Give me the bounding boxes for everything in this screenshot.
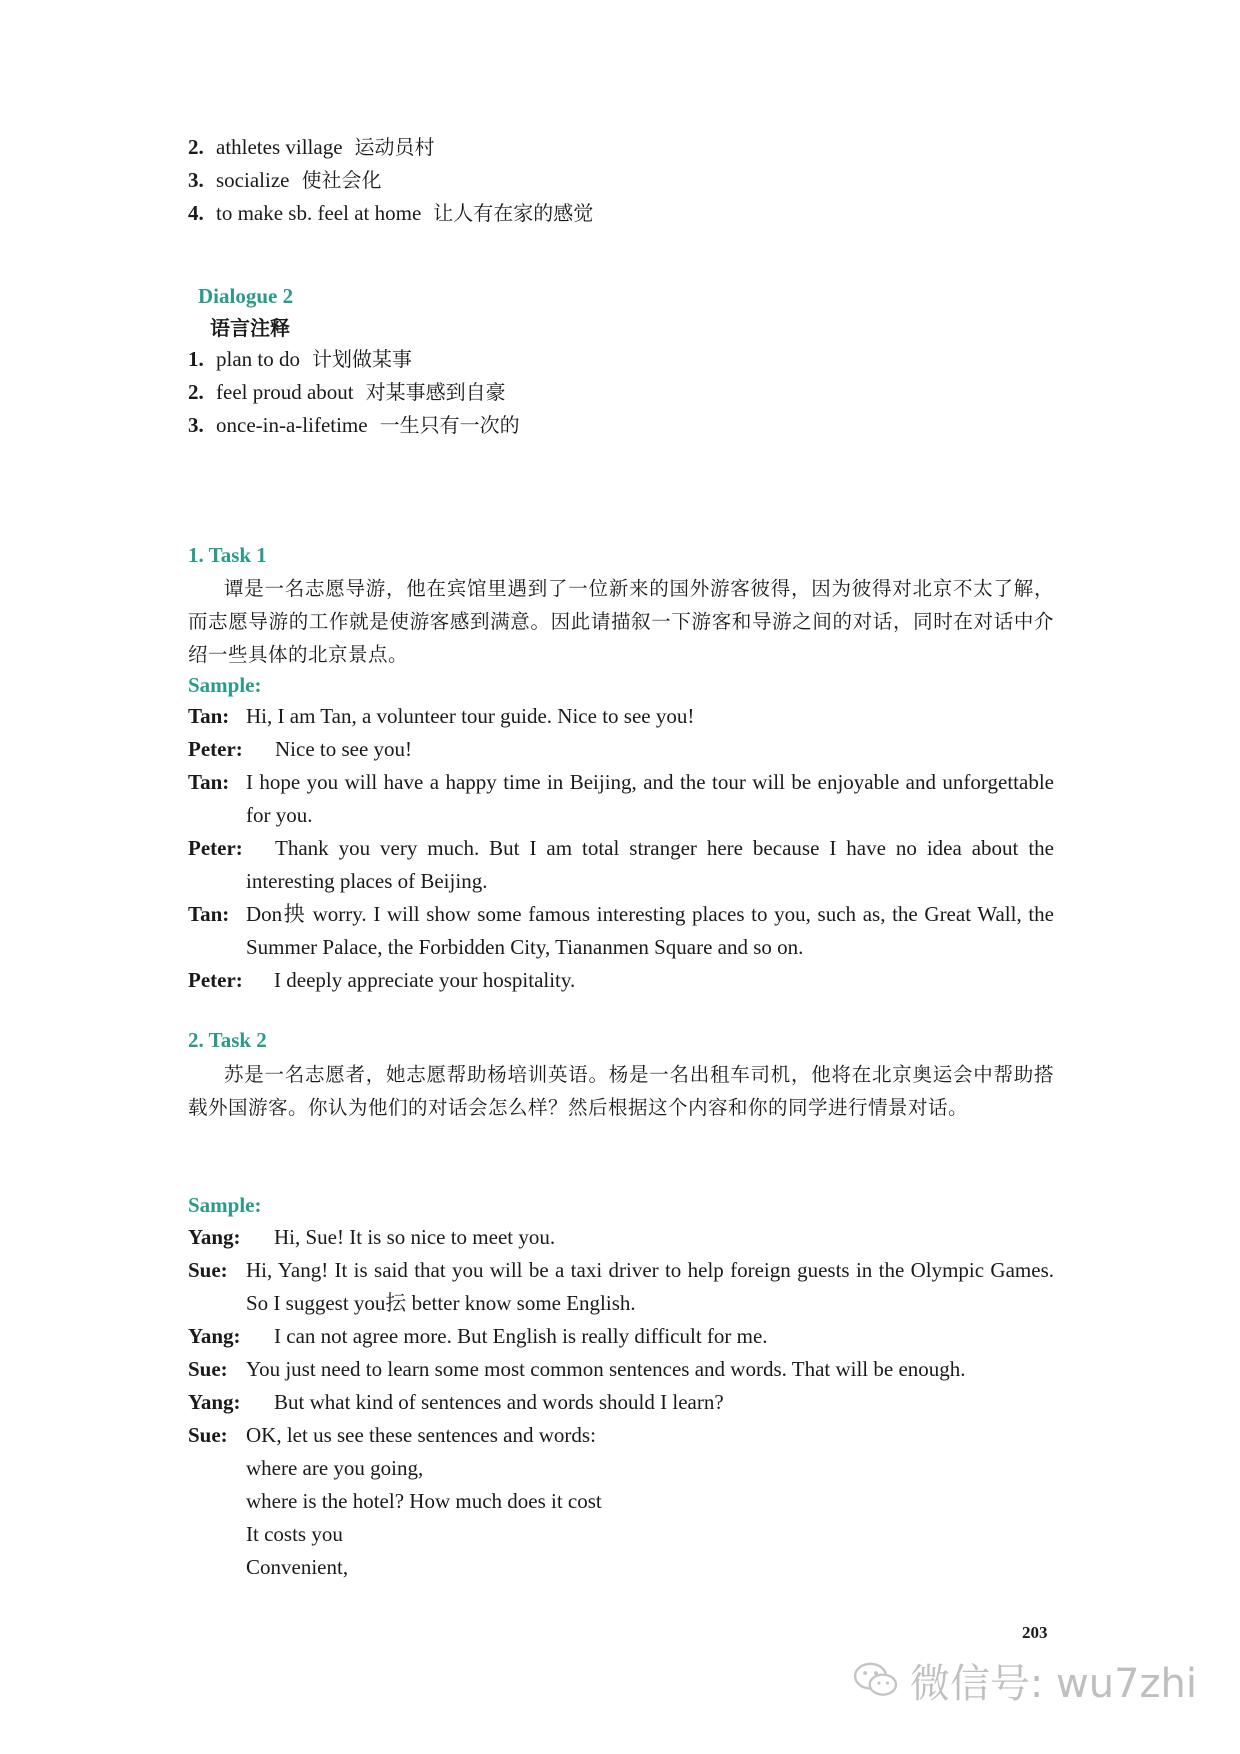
speaker-label: Yang: bbox=[188, 1225, 241, 1249]
wechat-icon bbox=[852, 1655, 900, 1705]
list-item bbox=[188, 131, 593, 164]
note-chinese: 一生只有一次的 bbox=[379, 413, 520, 437]
dialogue2-subtitle: 语言注释 bbox=[210, 316, 290, 340]
item-number: 1. bbox=[188, 347, 204, 371]
watermark-text: 微信号: wu7zhi bbox=[909, 1660, 1197, 1707]
dialogue-line bbox=[188, 1419, 1054, 1452]
speaker-label: Yang: bbox=[188, 1324, 241, 1348]
watermark bbox=[852, 1652, 1197, 1708]
speaker-label: Tan: bbox=[188, 704, 230, 728]
task1-title: 1. Task 1 bbox=[188, 543, 267, 567]
dialogue-line bbox=[188, 898, 1054, 964]
line-text: Hi, Yang! It is said that you will be a taxi driver to help foreign guests in the Olympic Games. So I suggest you抎 better know some English. bbox=[246, 1258, 1054, 1315]
task1-sample-label: Sample: bbox=[188, 673, 262, 697]
speaker-label: Peter: bbox=[188, 836, 243, 860]
list-item bbox=[188, 197, 593, 230]
list-item: Convenient, bbox=[246, 1555, 349, 1579]
note-english: once-in-a-lifetime bbox=[216, 413, 368, 437]
line-text: But what kind of sentences and words should I learn? bbox=[274, 1390, 724, 1414]
dialogue-line bbox=[188, 1254, 1054, 1320]
speaker-label: Tan: bbox=[188, 770, 230, 794]
dialogue-line bbox=[188, 1386, 1054, 1419]
speaker-label: Peter: bbox=[188, 737, 243, 761]
dialogue-line bbox=[188, 964, 1054, 997]
list-item bbox=[188, 376, 520, 409]
note-english: feel proud about bbox=[216, 380, 354, 404]
line-text: I hope you will have a happy time in Beijing, and the tour will be enjoyable and unforgettable for you. bbox=[246, 770, 1054, 827]
list-item bbox=[188, 343, 520, 376]
dialogue1-notes-list bbox=[188, 131, 593, 230]
task2-title: 2. Task 2 bbox=[188, 1028, 267, 1052]
task1-dialogue bbox=[188, 700, 1054, 997]
line-text: I can not agree more. But English is really difficult for me. bbox=[274, 1324, 768, 1348]
note-chinese: 计划做某事 bbox=[312, 347, 412, 371]
note-chinese: 对某事感到自豪 bbox=[365, 380, 506, 404]
speaker-label: Sue: bbox=[188, 1258, 228, 1282]
line-text: OK, let us see these sentences and words: bbox=[246, 1423, 596, 1447]
speaker-label: Tan: bbox=[188, 902, 230, 926]
line-text: Don抰 worry. I will show some famous interesting places to you, such as, the Great Wall, the Summer Palace, the Forbidden City, Tiananmen Square and so on. bbox=[246, 902, 1054, 959]
dialogue-line bbox=[188, 766, 1054, 832]
item-number: 2. bbox=[188, 380, 204, 404]
line-text: You just need to learn some most common sentences and words. That will be enough. bbox=[246, 1357, 966, 1381]
dialogue-line bbox=[188, 1353, 1054, 1386]
line-text: Hi, I am Tan, a volunteer tour guide. Nice to see you! bbox=[246, 704, 695, 728]
item-number: 3. bbox=[188, 168, 204, 192]
speaker-label: Yang: bbox=[188, 1390, 241, 1414]
dialogue-line bbox=[188, 733, 1054, 766]
item-number: 3. bbox=[188, 413, 204, 437]
line-text: Nice to see you! bbox=[275, 737, 413, 761]
dialogue-line bbox=[188, 1320, 1054, 1353]
task2-dialogue bbox=[188, 1221, 1054, 1584]
note-english: socialize bbox=[216, 168, 290, 192]
note-english: to make sb. feel at home bbox=[216, 201, 422, 225]
dialogue-line bbox=[188, 700, 1054, 733]
item-number: 2. bbox=[188, 135, 204, 159]
note-chinese: 运动员村 bbox=[354, 135, 435, 159]
dialogue-line bbox=[188, 832, 1054, 898]
line-text: I deeply appreciate your hospitality. bbox=[274, 968, 576, 992]
dialogue2-title: Dialogue 2 bbox=[198, 284, 294, 308]
note-english: plan to do bbox=[216, 347, 300, 371]
speaker-label: Sue: bbox=[188, 1357, 228, 1381]
note-chinese: 使社会化 bbox=[301, 168, 382, 192]
task2-intro: 苏是一名志愿者，她志愿帮助杨培训英语。杨是一名出租车司机，他将在北京奥运会中帮助搭载外国游客。你认为他们的对话会怎么样？然后根据这个内容和你的同学进行情景对话。 bbox=[188, 1063, 1054, 1119]
note-chinese: 让人有在家的感觉 bbox=[433, 201, 594, 225]
line-text: Thank you very much. But I am total stranger here because I have no idea about the interesting places of Beijing. bbox=[246, 836, 1054, 893]
task2-sample-label: Sample: bbox=[188, 1193, 262, 1217]
note-english: athletes village bbox=[216, 135, 343, 159]
dialogue-line bbox=[188, 1221, 1054, 1254]
task1-intro: 谭是一名志愿导游，他在宾馆里遇到了一位新来的国外游客彼得，因为彼得对北京不太了解，而志愿导游的工作就是使游客感到满意。因此请描叙一下游客和导游之间的对话，同时在对话中介绍一些具体的北京景点。 bbox=[188, 577, 1054, 666]
list-item bbox=[188, 409, 520, 442]
list-item bbox=[188, 164, 593, 197]
page-number: 203 bbox=[1022, 1623, 1048, 1642]
speaker-label: Peter: bbox=[188, 968, 243, 992]
list-item: It costs you bbox=[246, 1522, 343, 1546]
list-item: where are you going, bbox=[246, 1456, 424, 1480]
speaker-label: Sue: bbox=[188, 1423, 228, 1447]
dialogue2-notes-list bbox=[188, 343, 520, 442]
list-item: where is the hotel? How much does it cost bbox=[246, 1489, 602, 1513]
line-text: Hi, Sue! It is so nice to meet you. bbox=[274, 1225, 556, 1249]
item-number: 4. bbox=[188, 201, 204, 225]
